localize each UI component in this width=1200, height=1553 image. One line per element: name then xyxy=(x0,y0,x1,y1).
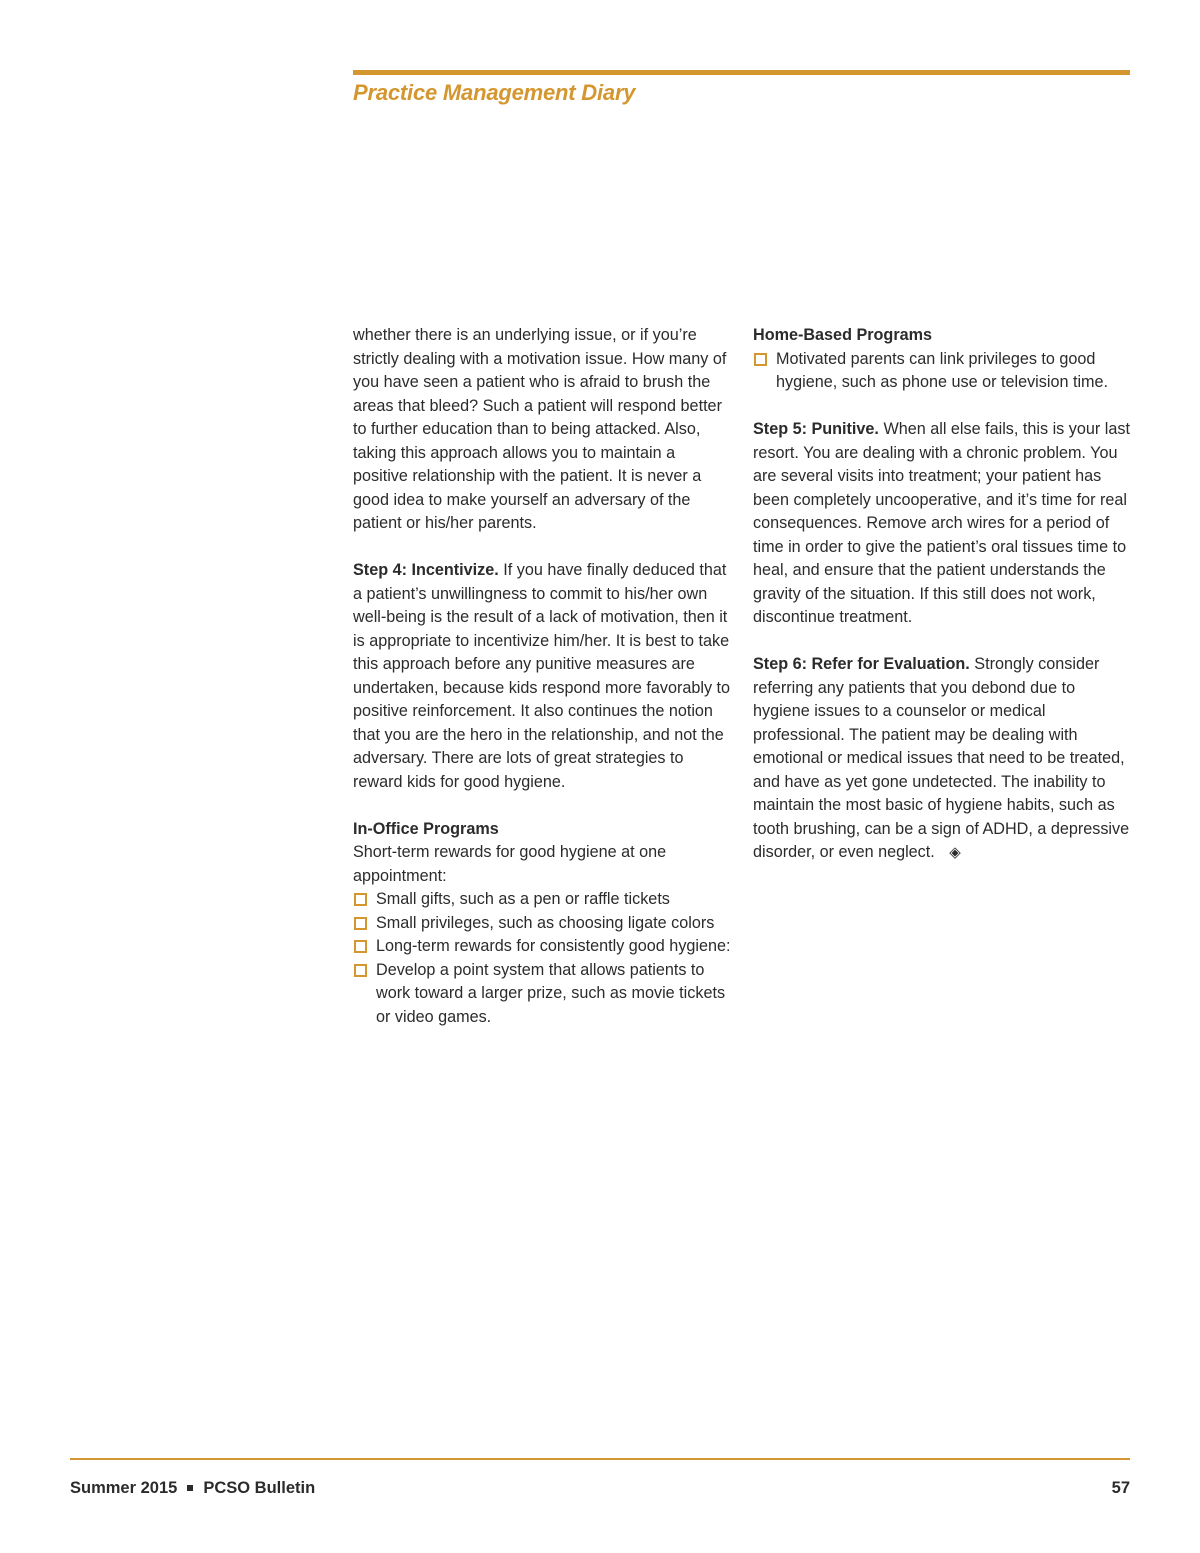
list-item-text: Long-term rewards for consistently good hygiene: xyxy=(376,937,731,955)
right-column xyxy=(753,324,1131,888)
list-item xyxy=(353,888,731,912)
step5-paragraph xyxy=(753,418,1131,630)
checkbox-icon xyxy=(354,917,367,930)
page-number: 57 xyxy=(1111,1479,1130,1497)
list-item-text: Small gifts, such as a pen or raffle tickets xyxy=(376,890,670,908)
checkbox-icon xyxy=(354,893,367,906)
in-office-heading: In-Office Programs xyxy=(353,819,499,838)
footer-publication: PCSO Bulletin xyxy=(203,1479,316,1497)
step4-text: If you have finally deduced that a patient’s unwillingness to commit to his/her own well-being is the result of a lack of motivation, then it is appropriate to incentivize him/her. It is best to take this approach before any punitive measures are undertaken, because kids respond more favorably to positive reinforcement. It also continues the notion that you are the hero in the relationship, and not the adversary. There are lots of great strategies to reward kids for good hygiene. xyxy=(353,561,731,791)
end-mark-icon: ◈ xyxy=(949,844,961,861)
in-office-list xyxy=(353,888,731,1029)
header-rule xyxy=(353,70,1130,75)
checkbox-icon xyxy=(754,353,767,366)
step6-paragraph xyxy=(753,653,1131,865)
step4-paragraph xyxy=(353,559,731,794)
list-item xyxy=(353,935,731,959)
step6-text: Strongly consider referring any patients that you debond due to hygiene issues to a counselor or medical professional. The patient may be dealing with emotional or medical issues that need to be treated, and have as yet gone undetected. The inability to maintain the most basic of hygiene habits, such as tooth brushing, can be a sign of ADHD, a depressive disorder, or even neglect. xyxy=(753,655,1130,861)
left-column xyxy=(353,324,731,1053)
list-item-text: Small privileges, such as choosing ligate colors xyxy=(376,913,715,932)
list-item xyxy=(753,348,1131,395)
in-office-intro: Short-term rewards for good hygiene at one appointment: xyxy=(353,843,667,885)
list-item xyxy=(353,959,731,1030)
footer-issue-line xyxy=(70,1479,315,1498)
list-item-text: Develop a point system that allows patients to work toward a larger prize, such as movie tickets or video games. xyxy=(376,960,726,1026)
step6-label: Step 6: Refer for Evaluation. xyxy=(753,655,970,673)
list-item xyxy=(353,912,731,936)
step5-label: Step 5: Punitive. xyxy=(753,420,879,438)
step5-text: When all else fails, this is your last resort. You are dealing with a chronic problem. You are several visits into treatment; your patient has been completely uncooperative, and it’s time for real consequences. Remove arch wires for a period of time in order to give the patient’s oral tissues time to heal, and ensure that the patient understands the gravity of the situation. If this still does not work, discontinue treatment. xyxy=(753,420,1130,626)
footer-issue: Summer 2015 xyxy=(70,1479,178,1497)
square-bullet-icon xyxy=(187,1485,193,1491)
list-item-text: Motivated parents can link privileges to good hygiene, such as phone use or television time. xyxy=(776,349,1109,391)
home-based-heading: Home-Based Programs xyxy=(753,326,933,344)
checkbox-icon xyxy=(354,940,367,953)
home-based-list xyxy=(753,348,1131,395)
running-head: Practice Management Diary xyxy=(353,80,636,105)
checkbox-icon xyxy=(354,964,367,977)
step4-label: Step 4: Incentivize. xyxy=(353,561,499,579)
footer-rule xyxy=(70,1458,1130,1460)
intro-paragraph: whether there is an underlying issue, or if you’re strictly dealing with a motivation issue. How many of you have seen a patient who is afraid to brush the areas that bleed? Such a patient will respond better to further education than to being attacked. Also, taking this approach allows you to maintain a positive relationship with the patient. It is never a good idea to make yourself an adversary of the patient or his/her parents. xyxy=(353,326,727,532)
